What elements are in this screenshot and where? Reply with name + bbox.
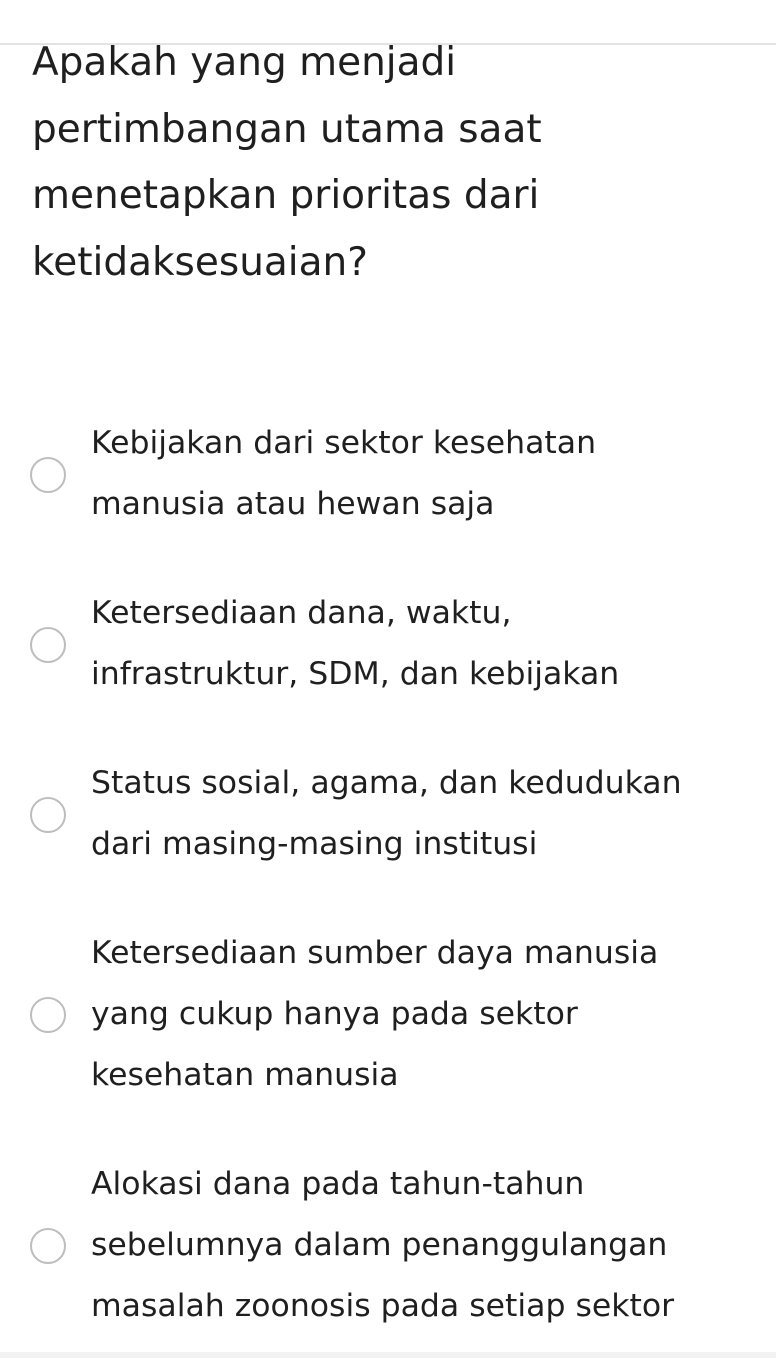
option-5-label: Alokasi dana pada tahun-tahun sebelumnya dalam penanggulangan masalah zoonosis pada setiap sektor	[91, 1166, 675, 1324]
radio-button-2[interactable]	[30, 627, 66, 663]
bottom-edge	[0, 1352, 776, 1358]
question-text: Apakah yang menjadi pertimbangan utama saat menetapkan prioritas dari ketidaksesuaian?	[32, 40, 542, 285]
radio-button-1[interactable]	[30, 457, 66, 493]
radio-button-4[interactable]	[30, 997, 66, 1033]
radio-button-3[interactable]	[30, 797, 66, 833]
radio-button-5[interactable]	[30, 1228, 66, 1264]
option-4-label: Ketersediaan sumber daya manusia yang cukup hanya pada sektor kesehatan manusia	[91, 935, 659, 1093]
option-2-label: Ketersediaan dana, waktu, infrastruktur, SDM, dan kebijakan	[91, 595, 620, 692]
option-3-label: Status sosial, agama, dan kedudukan dari masing-masing institusi	[91, 765, 682, 862]
option-1-label: Kebijakan dari sektor kesehatan manusia atau hewan saja	[91, 425, 597, 522]
